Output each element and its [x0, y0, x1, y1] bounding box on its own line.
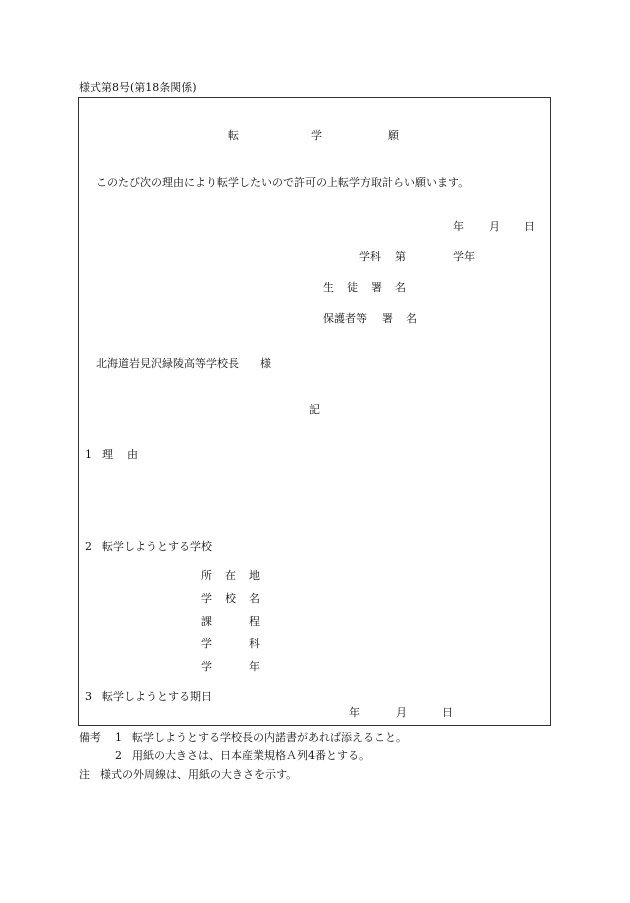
reason-char: 由: [127, 448, 138, 461]
field-char: 名: [249, 592, 260, 605]
department-label: 学科: [359, 250, 381, 263]
honorific: 様: [260, 357, 271, 370]
field-char: 所: [201, 569, 212, 582]
guardian-label: 保護者等: [323, 312, 367, 325]
period-month: 月: [396, 706, 407, 719]
section-2-number: 2: [85, 540, 92, 553]
record-mark: 記: [309, 403, 320, 416]
form-number: 様式第8号(第18条関係): [79, 81, 197, 94]
guardian-sign-char: 名: [406, 312, 417, 325]
school-section-label: 転学しようとする学校: [102, 540, 212, 553]
remark-1-number: 1: [115, 731, 122, 744]
field-char: 学: [201, 592, 212, 605]
period-day: 日: [442, 706, 453, 719]
field-char: 在: [225, 569, 236, 582]
section-1-number: 1: [85, 448, 92, 461]
field-char: 科: [249, 637, 260, 650]
section-3-number: 3: [85, 690, 92, 703]
remarks-label: 備考: [79, 731, 101, 744]
date-month: 月: [489, 220, 500, 233]
date-year: 年: [453, 220, 464, 233]
field-char: 学: [201, 660, 212, 673]
field-char: 程: [249, 615, 260, 628]
reason-char: 理: [102, 448, 113, 461]
principal-name: 北海道岩見沢緑陵高等学校長: [96, 357, 239, 370]
field-char: 年: [249, 660, 260, 673]
student-char: 名: [395, 281, 406, 294]
field-char: 地: [249, 569, 260, 582]
request-text: このたび次の理由により転学したいので許可の上転学方取計らい願います。: [96, 176, 470, 189]
title-char: 転: [228, 129, 239, 142]
title-char: 願: [388, 129, 399, 142]
student-char: 生: [323, 281, 334, 294]
field-char: 課: [201, 615, 212, 628]
period-section-label: 転学しようとする期日: [102, 690, 212, 703]
field-char: 校: [225, 592, 236, 605]
date-day: 日: [524, 220, 535, 233]
period-year: 年: [349, 706, 360, 719]
remark-2-number: 2: [115, 749, 122, 762]
note-label: 注: [79, 768, 90, 781]
remark-1-text: 転学しようとする学校長の内諾書があれば添えること。: [132, 731, 407, 744]
remark-2-text: 用紙の大きさは、日本産業規格Ａ列4番とする。: [132, 749, 370, 762]
guardian-sign-char: 署: [382, 312, 393, 325]
student-char: 徒: [347, 281, 358, 294]
note-text: 様式の外周線は、用紙の大きさを示す。: [100, 768, 298, 781]
student-char: 署: [371, 281, 382, 294]
dai-label: 第: [395, 250, 406, 263]
grade-label: 学年: [453, 250, 475, 263]
field-char: 学: [201, 637, 212, 650]
title-char: 学: [311, 129, 322, 142]
